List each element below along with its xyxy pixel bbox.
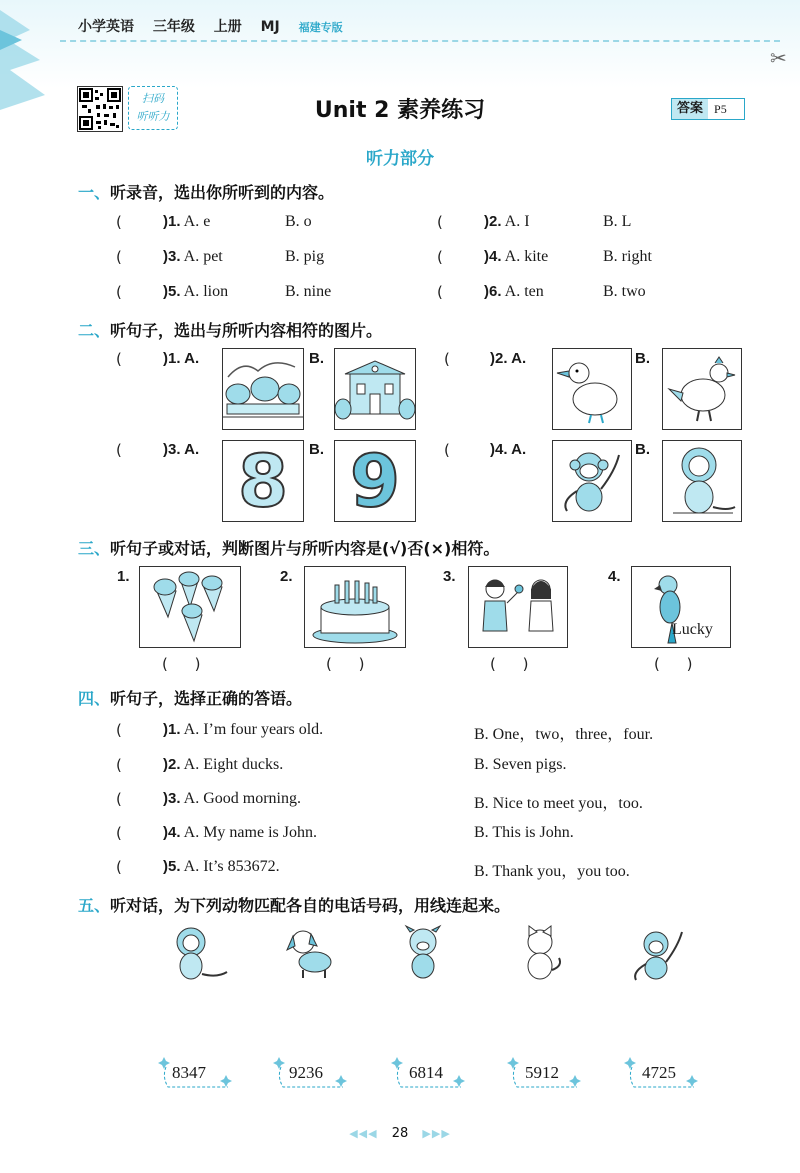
book-header: [78, 16, 357, 36]
question-item: [484, 213, 530, 231]
answer-blank[interactable]: (: [437, 213, 443, 231]
answer-label: 答案: [672, 99, 708, 119]
cat-icon[interactable]: [515, 922, 565, 982]
park-picture: [222, 348, 304, 430]
bird-picture: [662, 348, 742, 430]
page-title: Unit 2 素养练习: [314, 98, 486, 123]
question-number: )1.: [163, 213, 181, 230]
question-item: [163, 350, 199, 367]
parrot-picture: [631, 566, 731, 648]
section1-num: 一、: [78, 183, 111, 202]
answer-blank[interactable]: (: [444, 350, 450, 368]
question-number: )2.: [163, 756, 181, 773]
question-number: )1.: [163, 721, 181, 738]
answer-blank[interactable]: (: [116, 824, 122, 842]
item-number: 2.: [280, 568, 293, 585]
page-footer: [0, 1126, 800, 1141]
phone-number: 9236: [289, 1063, 323, 1082]
number-nine-picture: [334, 440, 416, 522]
option-b: B. right: [603, 248, 652, 265]
parrot-name: Lucky: [672, 621, 713, 638]
section3-title: [78, 536, 499, 559]
option-a: A. Eight ducks.: [183, 756, 284, 773]
section2-text: 听句子，选出与所听内容相符的图片。: [110, 321, 383, 340]
option-b-label: B.: [309, 441, 324, 458]
answer-reference[interactable]: [671, 98, 745, 120]
phone-card[interactable]: [273, 1055, 349, 1089]
section2-title: [78, 318, 382, 341]
section1-text: 听录音，选出你所听到的内容。: [110, 183, 335, 202]
option-b: B. o: [285, 213, 312, 230]
question-item: [490, 350, 526, 367]
scissors-icon: ✂: [770, 46, 787, 70]
phone-card[interactable]: [507, 1055, 583, 1089]
option-a: A. I’m four years old.: [183, 721, 324, 738]
option-b: B. Seven pigs.: [474, 756, 567, 773]
monkey-picture: [552, 440, 632, 522]
option-a: A. ten: [504, 283, 544, 300]
question-number: )3.: [163, 441, 181, 458]
answer-blank[interactable]: (: [116, 441, 122, 459]
item-number: 1.: [117, 568, 130, 585]
edition: MJ: [260, 19, 280, 35]
option-b: B. Thank you，you too.: [474, 863, 630, 880]
option-b: B. two: [603, 283, 646, 300]
question-item: [163, 213, 210, 231]
monkey-icon[interactable]: [628, 922, 690, 982]
option-a: A. My name is John.: [183, 824, 317, 841]
answer-blank[interactable]: (: [116, 213, 122, 231]
answer-blank[interactable]: (: [437, 248, 443, 266]
answer-blank[interactable]: (: [116, 858, 122, 876]
phone-number: 5912: [525, 1063, 559, 1082]
question-item: [163, 824, 317, 842]
subject: 小学英语: [78, 19, 134, 35]
answer-page: P5: [714, 102, 727, 116]
judgment-blank[interactable]: ( ): [654, 655, 693, 673]
building-picture: [334, 348, 416, 430]
option-b-label: B.: [309, 350, 324, 367]
option-a: A. I: [504, 213, 530, 230]
lion-icon[interactable]: [165, 922, 231, 984]
section4-num: 四、: [78, 689, 111, 708]
phone-number: 8347: [172, 1063, 206, 1082]
question-item: [490, 441, 526, 458]
duck-picture: [552, 348, 632, 430]
option-a: A. kite: [504, 248, 549, 265]
children-picture: [468, 566, 568, 648]
region: 福建专版: [298, 21, 343, 34]
question-number: )4.: [490, 441, 508, 458]
cut-line: [60, 40, 780, 42]
option-b: B. Nice to meet you，too.: [474, 795, 643, 812]
volume: 上册: [213, 19, 242, 35]
question-item: [163, 790, 301, 808]
section4-title: [78, 686, 302, 709]
option-b: B. nine: [285, 283, 332, 300]
option-a-label: A.: [184, 441, 200, 458]
option-a: A. pet: [183, 248, 223, 265]
option-a-label: A.: [511, 441, 527, 458]
next-arrows-icon: ▶▶▶: [422, 1127, 451, 1140]
option-a: A. lion: [183, 283, 229, 300]
option-a: A. Good morning.: [183, 790, 301, 807]
question-number: )3.: [163, 790, 181, 807]
option-b-label: B.: [635, 441, 650, 458]
phone-card[interactable]: [624, 1055, 700, 1089]
option-b-label: B.: [635, 350, 650, 367]
digit-eight: 8: [237, 440, 289, 522]
question-item: [484, 248, 548, 266]
question-number: )5.: [163, 283, 181, 300]
qr-label-line1: 扫码: [142, 92, 164, 105]
answer-blank[interactable]: (: [116, 283, 122, 301]
option-b: B. This is John.: [474, 824, 574, 841]
question-item: [163, 248, 223, 266]
page-number: 28: [391, 1126, 409, 1141]
cake-picture: [304, 566, 406, 648]
question-item: [484, 283, 544, 301]
answer-blank[interactable]: (: [116, 721, 122, 739]
option-a-label: A.: [511, 350, 527, 367]
part-heading: 听力部分: [366, 149, 434, 169]
option-a: A. It’s 853672.: [183, 858, 280, 875]
judgment-blank[interactable]: ( ): [326, 655, 365, 673]
option-b: B. One，two，three，four.: [474, 726, 654, 743]
option-b: B. L: [603, 213, 632, 230]
section2-num: 二、: [78, 321, 111, 340]
answer-blank[interactable]: (: [116, 790, 122, 808]
question-number: )1.: [163, 350, 181, 367]
question-number: )2.: [484, 213, 502, 230]
section5-text: 听对话，为下列动物匹配各自的电话号码，用线连起来。: [110, 896, 511, 915]
judgment-blank[interactable]: ( ): [162, 655, 201, 673]
phone-card[interactable]: [391, 1055, 467, 1089]
question-item: [163, 721, 323, 739]
question-item: [163, 283, 228, 301]
dog-icon[interactable]: [283, 924, 339, 980]
answer-blank[interactable]: (: [116, 248, 122, 266]
answer-blank[interactable]: (: [444, 441, 450, 459]
grade: 三年级: [152, 19, 195, 35]
option-a-label: A.: [184, 350, 200, 367]
qr-label-line2: 听听力: [136, 110, 170, 123]
digit-nine: 9: [349, 440, 401, 522]
section3-text: 听句子或对话，判断图片与所听内容是(√)否(×)相符。: [110, 539, 500, 558]
answer-blank[interactable]: (: [437, 283, 443, 301]
phone-number: 4725: [642, 1063, 676, 1082]
question-number: )2.: [490, 350, 508, 367]
answer-blank[interactable]: (: [116, 350, 122, 368]
item-number: 4.: [608, 568, 621, 585]
option-a: A. e: [183, 213, 211, 230]
question-item: [163, 756, 283, 774]
section3-num: 三、: [78, 539, 111, 558]
question-number: )3.: [163, 248, 181, 265]
question-item: [163, 441, 199, 458]
section4-text: 听句子，选择正确的答语。: [110, 689, 303, 708]
question-number: )4.: [484, 248, 502, 265]
section1-title: [78, 180, 334, 203]
item-number: 3.: [443, 568, 456, 585]
answer-blank[interactable]: (: [116, 756, 122, 774]
section5-title: [78, 893, 510, 916]
option-b: B. pig: [285, 248, 325, 265]
prev-arrows-icon: ◀◀◀: [349, 1127, 378, 1140]
ice-cream-picture: [139, 566, 241, 648]
question-number: )4.: [163, 824, 181, 841]
question-number: )5.: [163, 858, 181, 875]
section5-num: 五、: [78, 896, 111, 915]
header-band: [0, 0, 800, 88]
phone-number: 6814: [409, 1063, 443, 1082]
pig-icon[interactable]: [398, 924, 448, 982]
question-item: [163, 858, 280, 876]
judgment-blank[interactable]: ( ): [490, 655, 529, 673]
phone-card[interactable]: [158, 1055, 234, 1089]
lion-picture: [662, 440, 742, 522]
number-eight-picture: [222, 440, 304, 522]
question-number: )6.: [484, 283, 502, 300]
